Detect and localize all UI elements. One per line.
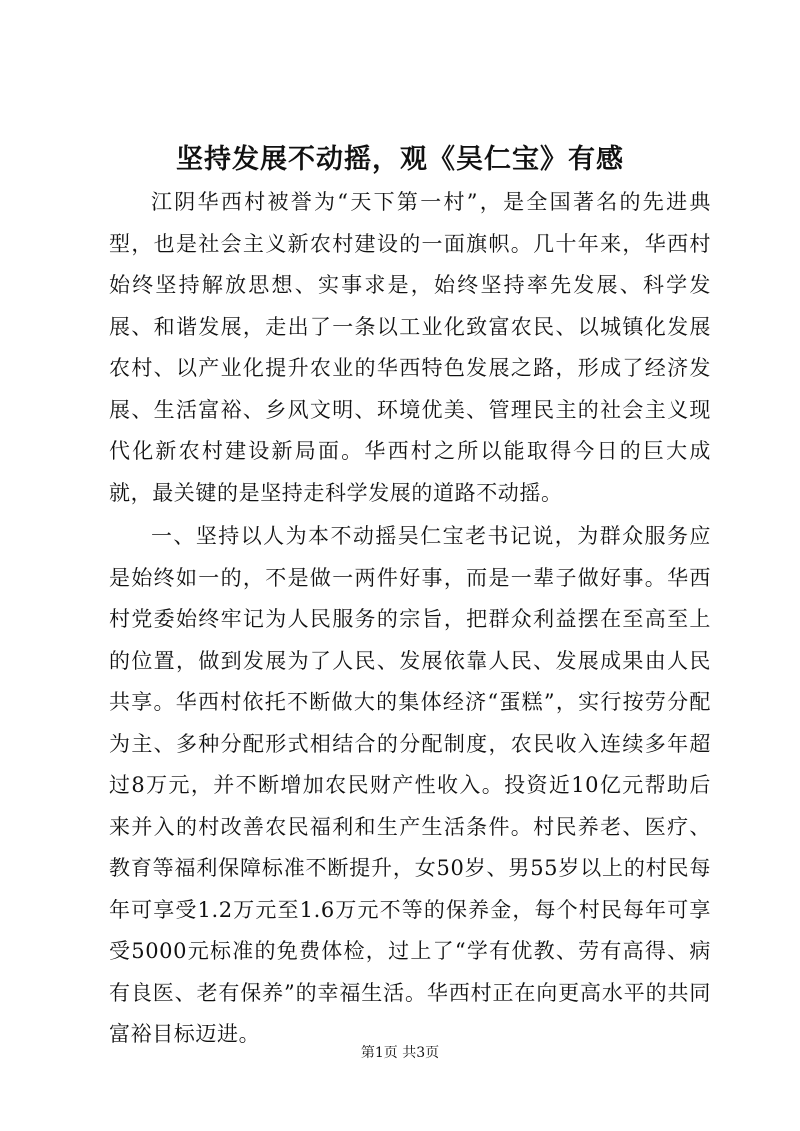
paragraph-intro: 江阴华西村被誉为“天下第一村”，是全国著名的先进典型，也是社会主义新农村建设的一面旗帜。几十年来，华西村始终坚持解放思想、实事求是，始终坚持率先发展、科学发展、和谐发展，走出了一条以工业化致富农民、以城镇化发展农村、以产业化提升农业的华西特色发展之路，形成了经济发展、生活富裕、乡风文明、环境优美、管理民主的社会主义现代化新农村建设新局面。华西村之所以能取得今日的巨大成就，最关键的是坚持走科学发展的道路不动摇。	[109, 190, 711, 505]
document-title: 坚持发展不动摇，观《吴仁宝》有感	[176, 144, 624, 175]
paragraph-section-one: 一、坚持以人为本不动摇吴仁宝老书记说，为群众服务应是始终如一的，不是做一两件好事，而是一辈子做好事。华西村党委始终牢记为人民服务的宗旨，把群众利益摆在至高至上的位置，做到发展为了人民、发展依靠人民、发展成果由人民共享。华西村依托不断做大的集体经济“蛋糕”，实行按劳分配为主、多种分配形式相结合的分配制度，农民收入连续多年超过8万元，并不断增加农民财产性收入。投资近10亿元帮助后来并入的村改善农民福利和生产生活条件。村民养老、医疗、教育等福利保障标准不断提升，女50岁、男55岁以上的村民每年可享受1.2万元至1.6万元不等的保养金，每个村民每年可享受5000元标准的免费体检，过上了“学有优教、劳有高得、病有良医、老有保养”的幸福生活。华西村正在向更高水平的共同富裕目标迈进。	[109, 524, 711, 1046]
page-footer: 第1页 共3页	[360, 1045, 440, 1061]
document-body	[109, 182, 711, 1056]
